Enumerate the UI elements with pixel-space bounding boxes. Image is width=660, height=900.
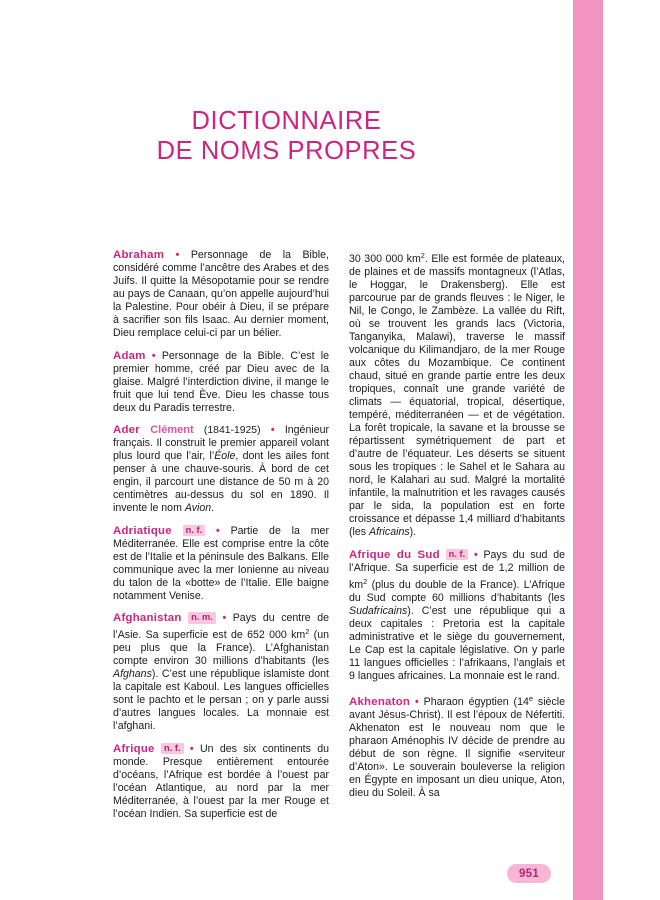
entry-body: Pharaon égyptien (14 — [423, 696, 529, 708]
headword[interactable]: Abraham — [113, 249, 165, 261]
grammar-tag: n. f. — [446, 549, 469, 561]
dictionary-entry-akhenaton — [349, 692, 565, 800]
outer-margin — [603, 0, 660, 900]
entry-body: Pays du centre de l’Asie. Sa superficie est de 652 000 km — [113, 612, 329, 641]
entry-italic-term: Africains — [369, 526, 410, 538]
superscript: 2 — [305, 627, 310, 636]
entry-italic-term: Avion — [184, 502, 212, 514]
grammar-tag: n. f. — [183, 525, 206, 537]
entry-body: . Elle est formée de plateaux, de plaines et de massifs montagneux (l’Atlas, le Hoggar, le Drakensberg). Elle est parcourue par de grands fleuves : le Niger, le Nil, le Congo, le Zambèze. La vallée du Rift, où se trouvent les grands lacs (Victoria, Tanganyika, Malawi), traverse le massif volcanique du Kilimandjaro, de la mer Rouge aux côtes du Mozambique. Ce continent chaud, situé en grande partie entre les deux tropiques, connaît une grande variété de climats — équatorial, tropical, désertique, tempéré, méditerranéen — et de végétation. La forêt tropicale, la savane et la brousse se répartissent symétriquement de part et d’autre de l’équateur. Les déserts se situent sous les tropiques : le Sahel et le Sahara au nord, le Kalahari au sud. Malgré la mortalité infantile, la malnutrition et les ravages causés par le sida, la population est en forte croissance et dépasse 1,4 milliard d’habitants (les — [349, 253, 565, 538]
entry-body: 30 300 000 km — [349, 253, 421, 265]
column-right — [349, 249, 565, 879]
entry-body: (un peu plus que la France). L’Afghanistan compte environ 30 millions d’habitants (les — [113, 629, 329, 667]
entry-bullet-icon: • — [270, 424, 275, 436]
headword[interactable]: Afrique — [113, 742, 155, 755]
dictionary-entry-afrique-du-sud — [349, 549, 565, 683]
entry-body: Pays du sud de l’Afrique. Sa superficie est de 1,2 million de km — [349, 548, 566, 591]
superscript: e — [528, 694, 533, 703]
entry-body: ). — [409, 526, 417, 538]
entry-body: Partie de la mer Méditerranée. Elle est comprise entre la côte est de l’Italie et la péninsule des Balkans. Elle communique avec la mer Ionienne au niveau du talon de la «botte» de l’Italie. Elle baigne notamment Venise. — [113, 524, 329, 602]
grammar-tag: n. m. — [188, 612, 216, 624]
entry-body: Ingénieur français. Il construit le premier appareil volant plus lourd que l’air, l’ — [113, 424, 330, 462]
entry-italic-term: Sudafricains — [349, 604, 408, 617]
entry-bullet-icon: • — [151, 349, 156, 362]
entry-bullet-icon: • — [216, 524, 220, 537]
dictionary-entry-afghanistan — [113, 612, 329, 733]
entry-body: Personnage de la Bible, considéré comme l’ancêtre des Arabes et des Juifs. Il quitte la Mésopotamie pour se rendre au pays de Canaan, qu’on appelle aujourd’hui la Palestine. Pour obéir à Dieu, il se prépare à sacrifier son fils Isaac. Au dernier moment, Dieu remplace celui-ci par un bélier. — [113, 249, 329, 339]
entry-body: Un des six continents du monde. Presque entièrement entourée d’océans, l’Afrique est bordée à l’ouest par l’océan Atlantique, au nord par la mer Méditerranée, à l’ouest par la mer Rouge et l’océan Indien. Sa superficie est de — [113, 742, 329, 820]
entry-italic-term: Éole — [214, 450, 236, 462]
headword-given-name: Clément — [150, 424, 194, 436]
page-title-line-2: DE NOMS PROPRES — [156, 137, 417, 165]
entry-bullet-icon: • — [189, 742, 194, 755]
dictionary-entry-ader-clement — [113, 424, 329, 515]
entry-bullet-icon: • — [222, 612, 227, 624]
page-title — [0, 106, 573, 166]
entry-columns — [113, 249, 565, 879]
headword[interactable]: Adriatique — [113, 524, 172, 537]
dictionary-entry-abraham — [113, 249, 329, 340]
entry-dates: (1841-1925) — [203, 425, 261, 436]
headword[interactable]: Adam — [113, 349, 146, 362]
page-title-line-1: DICTIONNAIRE — [191, 107, 382, 135]
headword[interactable]: Akhenaton — [349, 696, 411, 708]
column-left — [113, 249, 329, 879]
grammar-tag: n. f. — [161, 743, 184, 755]
superscript: 2 — [420, 251, 425, 260]
entry-bullet-icon: • — [175, 249, 180, 261]
entry-bullet-icon: • — [415, 696, 419, 708]
entry-body: ). C’est une république islamiste dont la capitale est Kaboul. Les langues officielles sont le pachto et le persan ; on y parle aussi d’autres langues locales. La monnaie est l’afghani. — [113, 668, 329, 732]
page-number-badge: 951 — [507, 864, 551, 883]
dictionary-entry-afrique — [113, 743, 329, 821]
dictionary-entry-afrique-continued — [349, 249, 565, 539]
dictionary-entry-adam — [113, 350, 329, 415]
entry-body: . — [211, 502, 215, 514]
entry-body: ). C’est une république qui a deux capitales : Pretoria est la capitale administrative et le siège du gouvernement, Le Cap est la capitale législative. On y parle 11 langues officielles : l’afrikaans, l’anglais et 9 langues africaines. La monnaie est le rand. — [349, 604, 565, 682]
entry-italic-term: Afghans — [113, 668, 152, 680]
headword[interactable]: Ader — [113, 424, 140, 436]
headword[interactable]: Afghanistan — [113, 612, 182, 624]
entry-bullet-icon: • — [473, 548, 478, 561]
entry-body: (plus du double de la France). L’Afrique du Sud compte 60 millions d’habitants (les — [349, 578, 565, 604]
superscript: 2 — [363, 576, 368, 586]
page-edge-strip — [573, 0, 603, 900]
headword[interactable]: Afrique du Sud — [349, 548, 440, 561]
entry-body: , dont les ailes font penser à une chauve-souris. À bord de cet engin, il parcourt une distance de 50 m à 20 centimètres au-dessus du sol en 1890. Il invente le nom — [113, 450, 329, 514]
entry-body: siècle avant Jésus-Christ). Il est l’époux de Néfertiti. Akhenaton est le nouveau nom que le pharaon Aménophis IV décide de prendre au début de son règne. Il signifie «serviteur d’Aton». Le souverain bouleverse la religion en Égypte en imposant un dieu unique, Aton, dieu du Soleil. À sa — [349, 696, 565, 799]
dictionary-entry-adriatique — [113, 525, 329, 603]
entry-body: Personnage de la Bible. C’est le premier homme, créé par Dieu avec de la glaise. Malgré l’interdiction divine, il mange le fruit que lui tend Ève. Dieu les chasse tous deux du Paradis terrestre. — [113, 349, 329, 414]
